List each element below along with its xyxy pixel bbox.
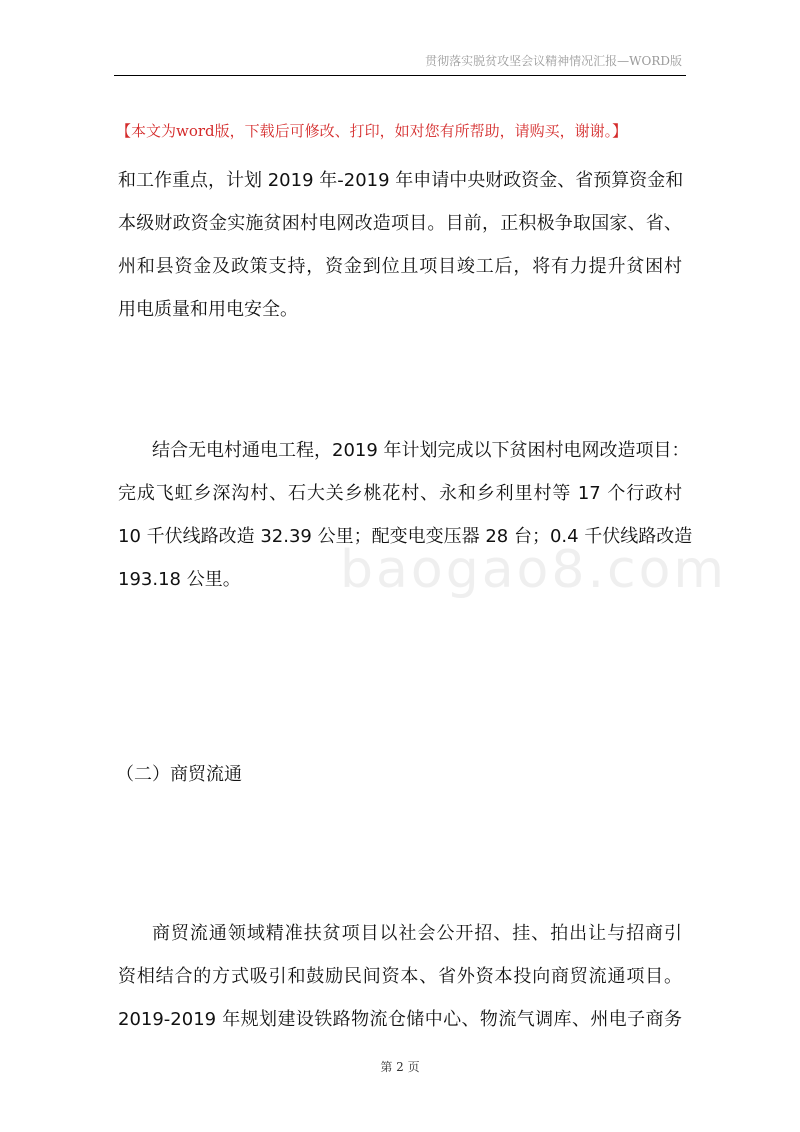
section-heading-commerce (116, 753, 680, 796)
text-line: 2019-2019 年规划建设铁路物流仓储中心、物流气调库、州电子商务 (118, 1009, 682, 1030)
download-notice: 【本文为word版，下载后可修改、打印，如对您有所帮助，请购买，谢谢。】 (116, 122, 628, 140)
running-header-title: 贯彻落实脱贫攻坚会议精神情况汇报—WORD版 (425, 54, 682, 68)
section-heading: （二）商贸流通 (116, 764, 242, 785)
paragraph-commerce-projects (118, 912, 682, 1041)
text-line: 用电质量和用电安全。 (118, 299, 298, 320)
text-line: 资相结合的方式吸引和鼓励民间资本、省外资本投向商贸流通项目。 (118, 966, 682, 987)
paragraph-grid-projects (118, 429, 693, 601)
watermark: baogao8.com (340, 540, 728, 600)
text-line: 和工作重点，计划 2019 年-2019 年申请中央财政资金、省预算资金和 (118, 170, 684, 191)
header-divider (114, 75, 686, 76)
page-number: 第 2 页 (380, 1060, 420, 1074)
text-line: 完成飞虹乡深沟村、石大关乡桃花村、永和乡利里村等 17 个行政村 (118, 483, 682, 504)
text-line: 本级财政资金实施贫困村电网改造项目。目前，正积极争取国家、省、 (118, 213, 682, 234)
text-line: 193.18 公里。 (118, 569, 241, 590)
text-line: 州和县资金及政策支持，资金到位且项目竣工后，将有力提升贫困村 (118, 256, 682, 277)
text-line: 商贸流通领域精准扶贫项目以社会公开招、挂、拍出让与招商引 (152, 923, 682, 944)
text-line: 10 千伏线路改造 32.39 公里；配变电变压器 28 台；0.4 千伏线路改造 (118, 526, 693, 547)
text-line: 结合无电村通电工程，2019 年计划完成以下贫困村电网改造项目： (152, 440, 690, 461)
paragraph-power-grid-plan (118, 159, 682, 331)
